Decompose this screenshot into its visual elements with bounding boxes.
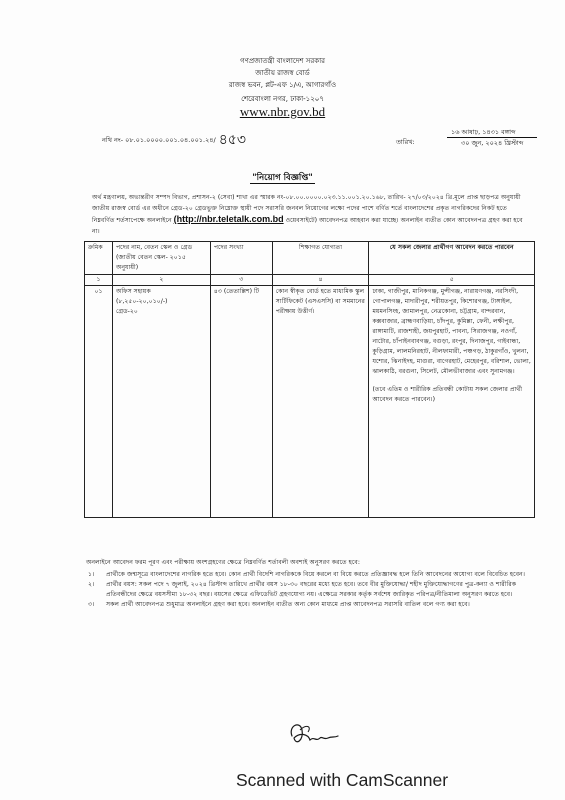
row-count: ৪৩ (তেতাল্লিশ) টি <box>210 286 272 518</box>
conditions-lead: অনলাইনে আবেদন ফরম পূরণ এবং পরীক্ষায় অংশগ্রহণের ক্ষেত্রে নিম্নবর্ণিত শর্তাবলী অবশ্যই অনুসরণ করতে হবে: <box>86 559 360 566</box>
header-serial: ক্রমিক <box>85 242 113 275</box>
condition-number: ১। <box>88 571 95 578</box>
table-header-row <box>85 242 535 275</box>
post-pay-scale: (৮,২৫০-২০,০১০/-) <box>115 298 168 305</box>
date-block <box>447 127 537 148</box>
intro-text-end: ওয়েবসাইটে) আবেদনপত্র আহবান করা যাচ্ছে। অনলাইন ব্যতীত কোন আবেদনপত্র গ্রহণ করা হবে না। <box>92 217 523 235</box>
post-name: অফিস সহায়ক <box>115 288 151 295</box>
memo-number-text: নথি নং- ০৮.০১.০০০০.০০১.০৪.০০১.২৪/ <box>102 136 216 144</box>
header-districts: যে সকল জেলার প্রার্থীগণ আবেদন করতে পারবেন <box>369 242 535 275</box>
condition-item <box>86 570 526 580</box>
header-count: পদের সংখ্যা <box>210 242 272 275</box>
condition-number: ৩। <box>88 601 95 608</box>
notice-title-text: "নিয়োগ বিজ্ঞপ্তি" <box>252 173 313 183</box>
memo-handwritten-number: ৪৫৩ <box>218 132 246 148</box>
row-qualification: কোন স্বীকৃত বোর্ড হতে মাধ্যমিক স্কুল সার্টিফিকেট (এসএসসি) বা সমমানের পরীক্ষায় উত্তীর্ণ। <box>272 286 369 518</box>
header-address-line2: শেরেবাংলা নগর, ঢাকা-১২০৭ <box>241 95 324 103</box>
table-number-row <box>85 275 535 286</box>
districts-note: (তবে এতিম ও শারীরিক প্রতিবন্ধী কোটায় সকল জেলার প্রার্থী আবেদন করতে পারবেন।) <box>372 386 523 403</box>
intro-text: অর্থ মন্ত্রণালয়, অভ্যন্তরীণ সম্পদ বিভাগ, প্রশাসন-২ (সেবা) শাখা এর স্মারক নং-০৮.০০.০০০০.০২৩.১১.০০১.২০.১৬৮, তারিখ- ২৭/০৩/২০২৪ খ্রি.মূলে প্রাপ্ত ছাড়পত্র অনুযায়ী জাতীয় রাজস্ব বোর্ড এর অধীনে গ্রেড-২০ গ্রেডভুক্ত নিম্নোক্ত স্থায়ী পদে সরাসরি জনবল নিয়োগের লক্ষ্যে পদের পাশে বর্ণিত শর্তে বাংলাদেশের প্রকৃত নাগরিকদের নিকট হতে নিম্নবর্ণিত শর্তসাপেক্ষে অনলাইনে <box>92 194 521 224</box>
header-website: www.nbr.gov.bd <box>239 104 326 119</box>
intro-paragraph <box>92 192 524 237</box>
districts-list: ঢাকা, গাজীপুর, মানিকগঞ্জ, মুন্সীগঞ্জ, নারায়ণগঞ্জ, নরসিংদী, গোপালগঞ্জ, মাদারীপুর, শরীয়তপুর, কিশোরগঞ্জ, টাঙ্গাইল, ময়মনসিংহ, জামালপুর, নেত্রকোনা, চট্টগ্রাম, বান্দরবান, কক্সবাজার, ব্রাহ্মণবাড়িয়া, চাঁদপুর, কুমিল্লা, ফেনী, লক্ষীপুর, রাঙ্গামাটি, রাজশাহী, জয়পুরহাট, পাবনা, সিরাজগঞ্জ, নওগাঁ, নাটোর, চাঁপাইনবাবগঞ্জ, বগুড়া, রংপুর, দিনাজপুর, গাইবান্ধা, কুড়িগ্রাম, লালমনিরহাট, নীলফামারী, পঞ্চগড়, ঠাকুরগাঁও, খুলনা, যশোর, ঝিনাইদহ, মাগুরা, বাগেরহাট, মেহেরপুর, বরিশাল, ভোলা, ঝালকাঠি, বরগুনা, সিলেট, মৌলভীবাজার এবং সুনামগঞ্জ। <box>372 288 531 375</box>
condition-number: ২। <box>88 581 95 588</box>
notice-title <box>0 171 565 185</box>
camscanner-watermark: Scanned with CamScanner <box>236 770 449 790</box>
condition-item <box>86 600 526 610</box>
table-row <box>85 286 535 518</box>
vacancy-table <box>84 241 535 518</box>
condition-text: প্রার্থীকে জন্মসূত্রে বাংলাদেশের নাগরিক হতে হবে। কোন প্রার্থী বিদেশি নাগরিককে বিয়ে করলে বা বিয়ে করতে প্রতিজ্ঞাবদ্ধ হলে তিনি আবেদনের অযোগ্য বলে বিবেচিত হবেন। <box>106 571 525 578</box>
header-post: পদের নাম, বেতন স্কেল ও গ্রেড (জাতীয় বেতন স্কেল- ২০১৫ অনুযায়ী) <box>112 242 210 275</box>
col-number: ২ <box>112 275 210 286</box>
application-url: (http://nbr.teletalk.com.bd <box>173 214 284 224</box>
conditions-section <box>86 558 526 610</box>
post-grade: গ্রেড-২০ <box>115 308 138 315</box>
condition-text: সকল প্রার্থী আবেদনপত্র শুধুমাত্র অনলাইনে গ্রহণ করা হবে। অনলাইন ব্যতীত অন্য কোন মাধ্যমে প্রাপ্ত আবেদনপত্র সরাসরি বাতিল বলে গণ্য করা হবে। <box>106 601 470 608</box>
header-address-line1: রাজস্ব ভবন, প্লট-এফ ১/এ, আগারগাঁও <box>228 81 337 89</box>
header-qualification: শিক্ষাগত যোগ্যতা <box>272 242 369 275</box>
date-gregorian: ৩০ জুন, ২০২৪ খ্রিস্টাব্দ <box>461 139 524 147</box>
col-number: ৪ <box>272 275 369 286</box>
date-label: তারিখ: <box>396 138 415 146</box>
col-number: ৩ <box>210 275 272 286</box>
row-districts <box>369 286 535 518</box>
header-government: গণপ্রজাতন্ত্রী বাংলাদেশ সরকার <box>240 57 325 65</box>
row-post <box>112 286 210 518</box>
header-organization: জাতীয় রাজস্ব বোর্ড <box>255 69 310 77</box>
memo-number <box>102 132 246 148</box>
row-serial: ০১ <box>85 286 113 518</box>
signature-image <box>286 716 342 750</box>
col-number: ১ <box>85 275 113 286</box>
condition-item <box>86 580 526 600</box>
date-bangla: ১৬ আষাঢ়, ১৪৩১ বঙ্গাব্দ <box>447 127 537 138</box>
col-number: ৫ <box>369 275 535 286</box>
condition-text: প্রার্থীর বয়স: সকল পদে ৭ জুলাই, ২০২৪ খ্রিস্টাব্দ তারিখে প্রার্থীর বয়স ১৮-৩০ বছরের মধ্যে হতে হবে। তবে বীর মুক্তিযোদ্ধা/ শহীদ মুক্তিযোদ্ধাগণের পুত্র-কন্যা ও শারীরিক প্রতিবন্ধীদের ক্ষেত্রে বয়সসীমা ১৮-৩২ বছর। বয়সের ক্ষেত্রে এফিডেভিট গ্রহণযোগ্য নয়। এক্ষেত্রে সরকার কর্তৃক সর্বশেষ জারিকৃত পরিপত্র/নীতিমালা অনুসরণ করতে হবে। <box>106 581 517 598</box>
